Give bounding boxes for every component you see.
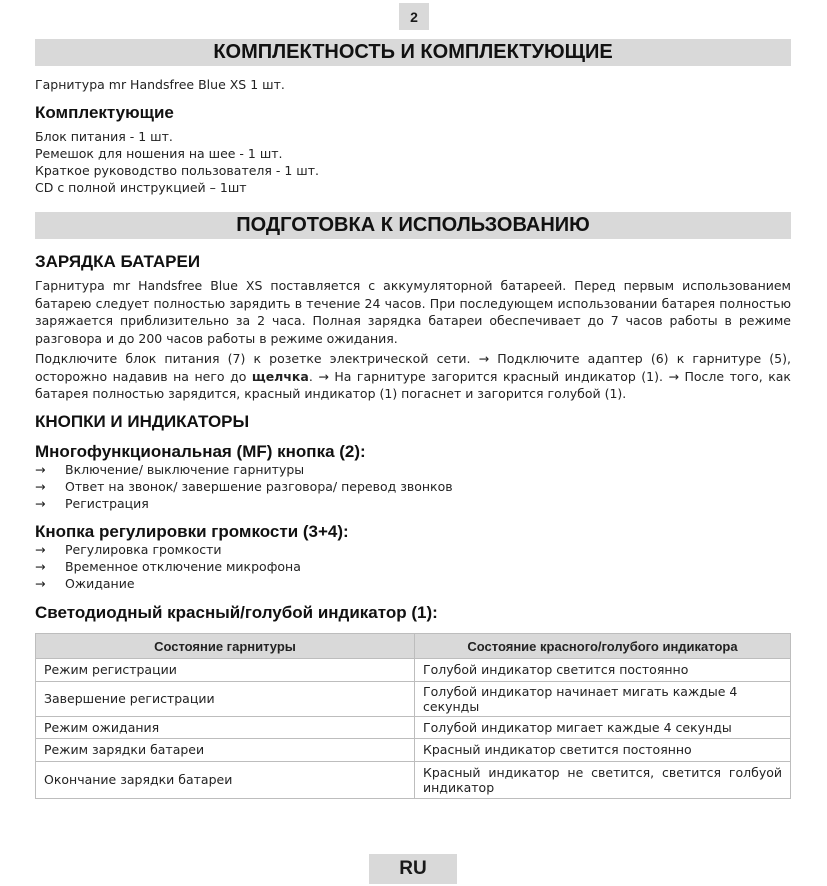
table-cell: Окончание зарядки батареи: [36, 761, 415, 798]
accessory-item: CD с полной инструкцией – 1шт: [35, 180, 247, 195]
volume-list-item: → Временное отключение микрофона: [35, 559, 301, 574]
mf-list-item: → Включение/ выключение гарнитуры: [35, 462, 305, 477]
table-cell: Режим зарядки батареи: [36, 739, 415, 762]
volume-button-heading: Кнопка регулировки громкости (3+4):: [35, 522, 349, 541]
arrow-right-icon: →: [35, 462, 46, 477]
indicator-status-table: [35, 633, 791, 799]
table-row: [36, 681, 791, 716]
table-row: [36, 761, 791, 798]
table-header: Состояние гарнитуры: [36, 634, 415, 659]
table-cell: Режим ожидания: [36, 716, 415, 739]
led-heading: Светодиодный красный/голубой индикатор (1):: [35, 603, 438, 622]
table-header-row: [36, 634, 791, 659]
arrow-right-icon: →: [35, 576, 46, 591]
mf-button-heading: Многофункциональная (MF) кнопка (2):: [35, 442, 366, 461]
table-row: [36, 659, 791, 682]
language-badge: RU: [369, 854, 457, 884]
charging-paragraph-1: Гарнитура mr Handsfree Blue XS поставляется с аккумуляторной батареей. Перед первым использованием батарею следует полностью зарядить в течение 24 часов. При последующем использовании батарея полностью заряжается приблизительно за 2 часа. Полная зарядка батареи обеспечивает до 7 часов работы в режиме разговора и до 200 часов работы в режиме ожидания.: [35, 278, 791, 346]
volume-list-item: → Ожидание: [35, 576, 135, 591]
table-cell: Красный индикатор светится постоянно: [415, 739, 791, 762]
buttons-heading: КНОПКИ И ИНДИКАТОРЫ: [35, 412, 250, 431]
table-row: [36, 716, 791, 739]
section-title-preparation: ПОДГОТОВКА К ИСПОЛЬЗОВАНИЮ: [35, 212, 791, 239]
arrow-right-icon: →: [35, 559, 46, 574]
charging-heading: ЗАРЯДКА БАТАРЕИ: [35, 252, 201, 271]
arrow-right-icon: →: [35, 479, 46, 494]
package-intro: Гарнитура mr Handsfree Blue XS 1 шт.: [35, 77, 285, 92]
table-cell: Голубой индикатор начинает мигать каждые 4 секунды: [415, 681, 791, 716]
accessory-item: Блок питания - 1 шт.: [35, 129, 173, 144]
click-emphasis: щелчка: [251, 368, 309, 384]
page-number: 2: [399, 3, 429, 30]
arrow-right-icon: →: [35, 542, 46, 557]
charging-paragraph-2: Подключите блок питания (7) к розетке электрической сети. → Подключите адаптер (6) к гарнитуре (5), осторожно надавив на него до щелчка. → На гарнитуре загорится красный индикатор (1). → После того, как батарея полностью зарядится, красный индикатор (1) погаснет и загорится голубой (1).: [35, 351, 791, 401]
table-cell: Красный индикатор не светится, светится голбуой индикатор: [415, 761, 791, 798]
section-title-contents: КОМПЛЕКТНОСТЬ И КОМПЛЕКТУЮЩИЕ: [35, 39, 791, 66]
table-header: Состояние красного/голубого индикатора: [415, 634, 791, 659]
mf-list-item: → Ответ на звонок/ завершение разговора/ перевод звонков: [35, 479, 453, 494]
accessory-item: Краткое руководство пользователя - 1 шт.: [35, 163, 319, 178]
table-cell: Завершение регистрации: [36, 681, 415, 716]
table-cell: Режим регистрации: [36, 659, 415, 682]
volume-list-item: → Регулировка громкости: [35, 542, 222, 557]
accessories-heading: Комплектующие: [35, 103, 174, 122]
mf-list-item: → Регистрация: [35, 496, 149, 511]
table-cell: Голубой индикатор светится постоянно: [415, 659, 791, 682]
accessory-item: Ремешок для ношения на шее - 1 шт.: [35, 146, 283, 161]
table-row: [36, 739, 791, 762]
arrow-right-icon: →: [35, 496, 46, 511]
table-cell: Голубой индикатор мигает каждые 4 секунды: [415, 716, 791, 739]
